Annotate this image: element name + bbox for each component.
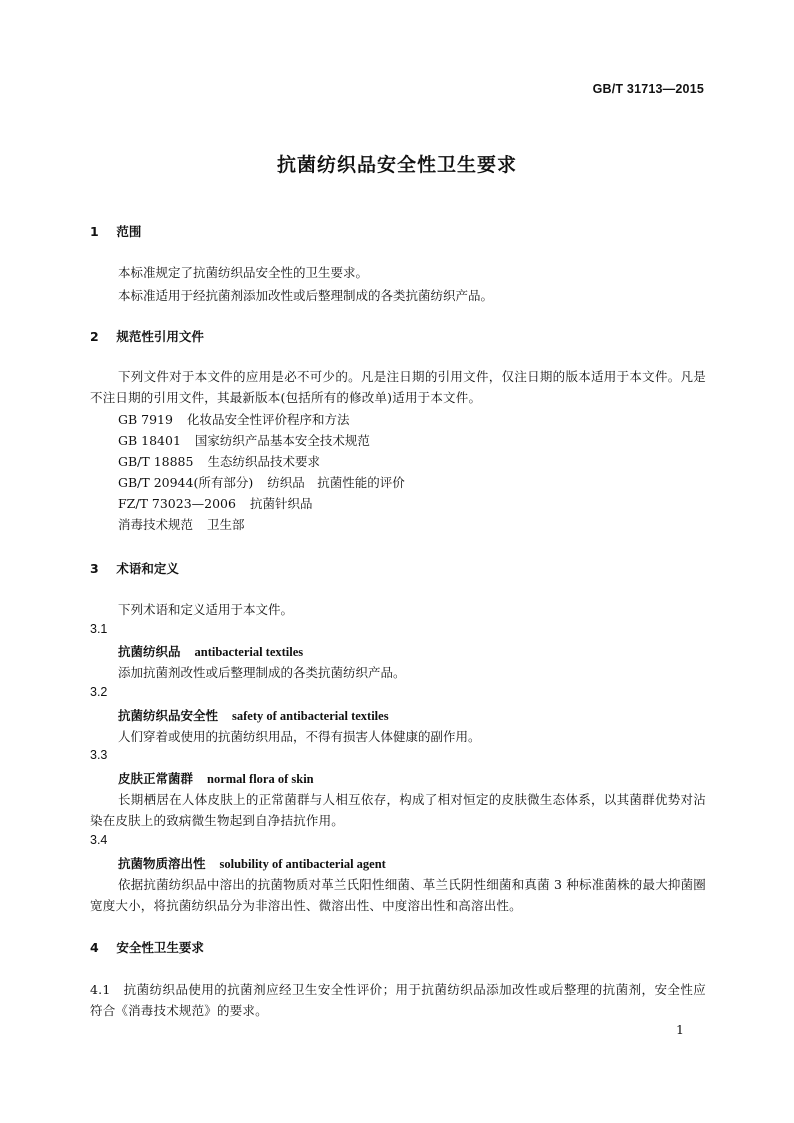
- reference-item: [118, 410, 349, 428]
- standard-code-header: GB/T 31713—2015: [592, 82, 704, 96]
- term-definition: 添加抗菌剂改性或后整理制成的各类抗菌纺织产品。: [118, 665, 406, 680]
- section-4-heading: [90, 938, 204, 956]
- reference-item: [118, 494, 312, 512]
- reference-code: GB/T 20944(所有部分): [118, 475, 254, 490]
- term-number: 3.3: [90, 748, 108, 762]
- term-chinese: 抗菌纺织品: [118, 644, 181, 659]
- document-title: 抗菌纺织品安全性卫生要求: [276, 154, 517, 176]
- scope-paragraph-2: 本标准适用于经抗菌剂添加改性或后整理制成的各类抗菌纺织产品。: [118, 288, 494, 303]
- clause-4-1: 4.1 抗菌纺织品使用的抗菌剂应经卫生安全性评价；用于抗菌纺织品添加改性或后整理的抗菌剂，安全性应符合《消毒技术规范》的要求。: [90, 982, 706, 1018]
- term-english: safety of antibacterial textiles: [232, 709, 389, 723]
- term-number: 3.1: [90, 622, 108, 636]
- term-definition: 人们穿着或使用的抗菌纺织用品，不得有损害人体健康的副作用。: [118, 729, 481, 744]
- section-1-heading: [90, 222, 141, 240]
- reference-code: GB/T 18885: [118, 454, 194, 469]
- term-number: 3.2: [90, 685, 108, 699]
- term-number: 3.4: [90, 833, 108, 847]
- reference-code: GB 7919: [118, 412, 173, 427]
- section-number: 3: [90, 561, 99, 576]
- term-english: solubility of antibacterial agent: [219, 857, 386, 871]
- reference-code: 消毒技术规范: [118, 517, 194, 532]
- reference-item: [118, 452, 320, 470]
- reference-code: FZ/T 73023—2006: [118, 496, 236, 511]
- scope-paragraph-1: 本标准规定了抗菌纺织品安全性的卫生要求。: [118, 265, 369, 280]
- term-chinese: 皮肤正常菌群: [118, 771, 194, 786]
- normative-references-intro: 下列文件对于本文件的应用是必不可少的。凡是注日期的引用文件，仅注日期的版本适用于本文件。凡是不注日期的引用文件，其最新版本(包括所有的修改单)适用于本文件。: [90, 369, 706, 405]
- term-heading: [118, 706, 389, 724]
- term-chinese: 抗菌纺织品安全性: [118, 708, 219, 723]
- section-number: 1: [90, 224, 99, 239]
- terms-intro: 下列术语和定义适用于本文件。: [118, 602, 294, 617]
- section-number: 2: [90, 329, 99, 344]
- section-title: 安全性卫生要求: [116, 940, 204, 955]
- section-title: 术语和定义: [116, 561, 179, 576]
- reference-title: 国家纺织产品基本安全技术规范: [194, 433, 370, 448]
- term-heading: [118, 642, 303, 660]
- reference-item: [118, 515, 245, 533]
- term-chinese: 抗菌物质溶出性: [118, 856, 206, 871]
- section-3-heading: [90, 559, 179, 577]
- reference-title: 抗菌针织品: [249, 496, 313, 511]
- term-definition: 依据抗菌纺织品中溶出的抗菌物质对革兰氏阳性细菌、革兰氏阴性细菌和真菌 3 种标准菌株的最大抑菌圈宽度大小，将抗菌纺织品分为非溶出性、微溶出性、中度溶出性和高溶出性。: [90, 877, 707, 913]
- reference-item: [118, 473, 405, 491]
- section-number: 4: [90, 940, 99, 955]
- section-2-heading: [90, 327, 204, 345]
- reference-title: 化妆品安全性评价程序和方法: [186, 412, 350, 427]
- term-english: normal flora of skin: [207, 772, 314, 786]
- reference-title: 纺织品 抗菌性能的评价: [267, 475, 405, 490]
- term-heading: [118, 854, 386, 872]
- reference-code: GB 18401: [118, 433, 181, 448]
- reference-title: 生态纺织品技术要求: [207, 454, 320, 469]
- reference-item: [118, 431, 370, 449]
- page-number: 1: [676, 1022, 684, 1037]
- section-title: 规范性引用文件: [116, 329, 204, 344]
- term-english: antibacterial textiles: [194, 645, 304, 659]
- section-title: 范围: [116, 224, 142, 239]
- term-definition: 长期栖居在人体皮肤上的正常菌群与人相互依存，构成了相对恒定的皮肤微生态体系，以其菌群优势对沾染在皮肤上的致病微生物起到自净拮抗作用。: [90, 792, 706, 828]
- term-heading: [118, 769, 314, 787]
- reference-title: 卫生部: [207, 517, 245, 532]
